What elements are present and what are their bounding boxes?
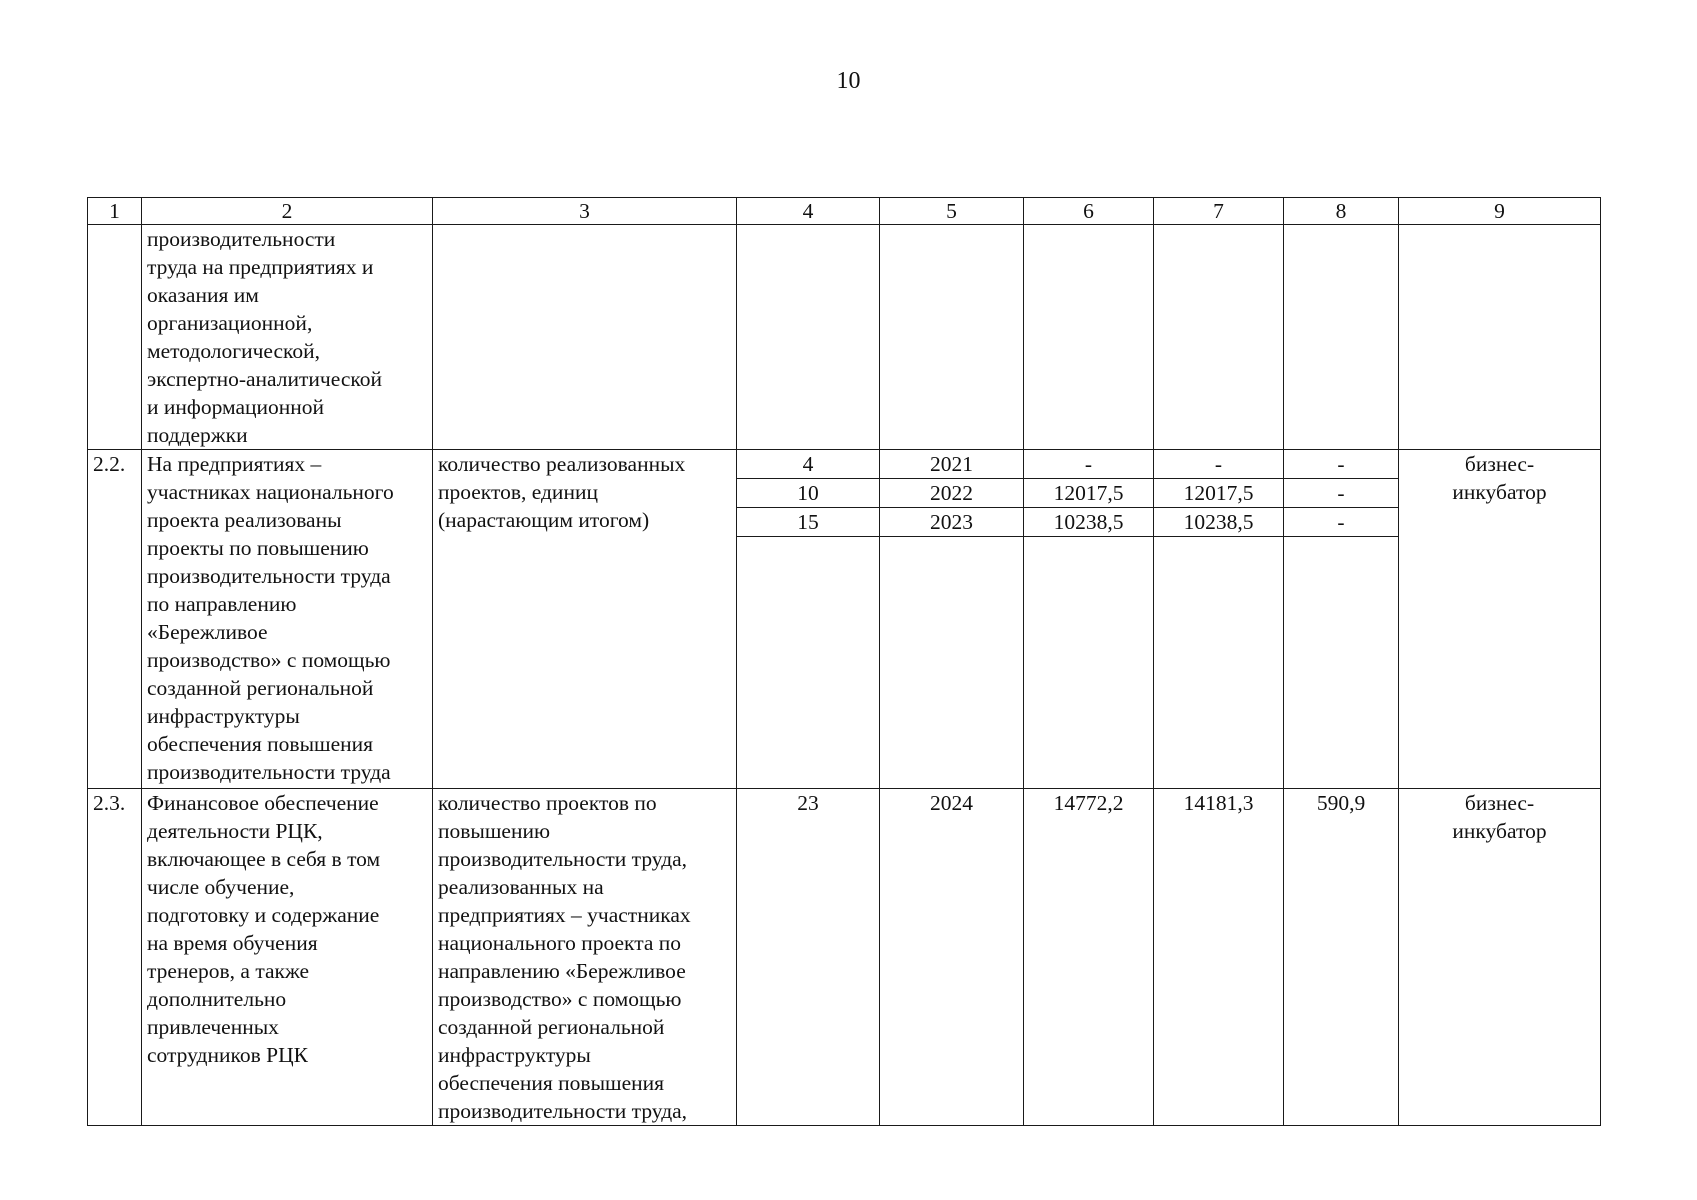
table-row-2-3 bbox=[88, 789, 1601, 1126]
col6-cell: - bbox=[1024, 450, 1154, 479]
header-cell: 5 bbox=[880, 198, 1024, 225]
col8-cell: - bbox=[1284, 508, 1399, 537]
row-description: Финансовое обеспечение деятельности РЦК, включающее в себя в том числе обучение, подготовку и содержание на время обучения тренеров, а также дополнительно привлеченных сотрудников РЦК bbox=[142, 789, 433, 1126]
header-cell: 7 bbox=[1154, 198, 1284, 225]
cell-empty bbox=[1154, 537, 1284, 789]
col7-cell: 12017,5 bbox=[1154, 479, 1284, 508]
col8-cell: 590,9 bbox=[1284, 789, 1399, 1126]
col8-cell: - bbox=[1284, 450, 1399, 479]
cell-empty bbox=[1024, 225, 1154, 450]
cell-empty bbox=[1399, 225, 1601, 450]
col7-cell: 10238,5 bbox=[1154, 508, 1284, 537]
cell-empty bbox=[1024, 537, 1154, 789]
indicator-value: 4 bbox=[737, 450, 880, 479]
indicator-value: 23 bbox=[737, 789, 880, 1126]
header-cell: 6 bbox=[1024, 198, 1154, 225]
row-indicator: количество проектов по повышению производительности труда, реализованных на предприятиях – участниках национального проекта по направлению «Бережливое производство» с помощью созданной региональной инфраструктуры обеспечения повышения производительности труда, bbox=[433, 789, 737, 1126]
col6-cell: 14772,2 bbox=[1024, 789, 1154, 1126]
row-executor: бизнес- инкубатор bbox=[1399, 450, 1601, 789]
col6-cell: 12017,5 bbox=[1024, 479, 1154, 508]
cell-empty bbox=[1154, 225, 1284, 450]
header-cell: 4 bbox=[737, 198, 880, 225]
header-cell: 8 bbox=[1284, 198, 1399, 225]
row-description: На предприятиях – участниках национального проекта реализованы проекты по повышению производительности труда по направлению «Бережливое производство» с помощью созданной региональной инфраструктуры обеспечения повышения производительности труда bbox=[142, 450, 433, 789]
table-row-2-2 bbox=[88, 450, 1601, 479]
cell-empty bbox=[880, 225, 1024, 450]
continuation-text: производительности труда на предприятиях и оказания им организационной, методологической, экспертно-аналитической и информационной поддержки bbox=[142, 225, 433, 450]
cell-empty bbox=[88, 225, 142, 450]
cell-empty bbox=[737, 537, 880, 789]
col8-cell: - bbox=[1284, 479, 1399, 508]
col7-cell: - bbox=[1154, 450, 1284, 479]
col7-cell: 14181,3 bbox=[1154, 789, 1284, 1126]
year-cell: 2022 bbox=[880, 479, 1024, 508]
page-number: 10 bbox=[836, 68, 861, 94]
year-cell: 2023 bbox=[880, 508, 1024, 537]
continuation-row bbox=[88, 225, 1601, 450]
header-cell: 2 bbox=[142, 198, 433, 225]
year-cell: 2024 bbox=[880, 789, 1024, 1126]
cell-empty bbox=[1284, 225, 1399, 450]
measures-table bbox=[87, 197, 1601, 1126]
cell-empty bbox=[433, 225, 737, 450]
cell-empty bbox=[737, 225, 880, 450]
header-cell: 3 bbox=[433, 198, 737, 225]
cell-empty bbox=[1284, 537, 1399, 789]
header-cell: 1 bbox=[88, 198, 142, 225]
col6-cell: 10238,5 bbox=[1024, 508, 1154, 537]
row-number: 2.2. bbox=[88, 450, 142, 789]
row-executor: бизнес- инкубатор bbox=[1399, 789, 1601, 1126]
header-row bbox=[88, 198, 1601, 225]
indicator-value: 10 bbox=[737, 479, 880, 508]
indicator-value: 15 bbox=[737, 508, 880, 537]
year-cell: 2021 bbox=[880, 450, 1024, 479]
row-indicator: количество реализованных проектов, единиц (нарастающим итогом) bbox=[433, 450, 737, 789]
cell-empty bbox=[880, 537, 1024, 789]
row-number: 2.3. bbox=[88, 789, 142, 1126]
header-cell: 9 bbox=[1399, 198, 1601, 225]
